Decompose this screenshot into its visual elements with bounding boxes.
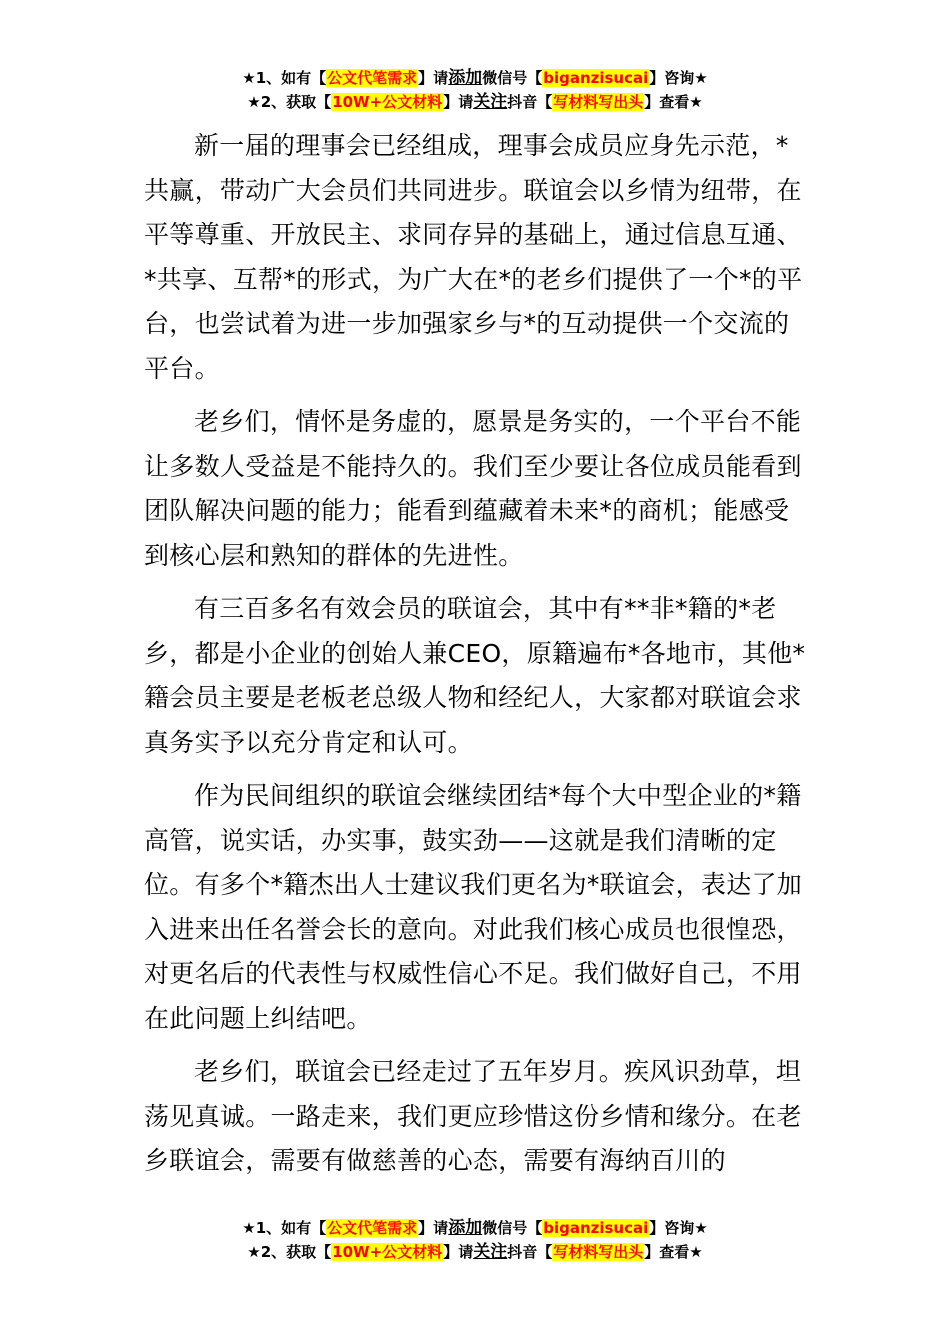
ad-line-1 [0, 1216, 950, 1240]
ad-text: ★2、获取【 [247, 1243, 332, 1261]
ad-text: ★2、获取【 [247, 93, 332, 111]
ad-text: 】查看★ [644, 93, 703, 111]
ad-emphasis: 添加 [448, 68, 483, 88]
ad-highlight: 10W+公文材料 [332, 1243, 443, 1261]
ad-highlight: biganzisucai [543, 1219, 649, 1237]
paragraph: 老乡们，联谊会已经走过了五年岁月。疾风识劲草，坦荡见真诚。一路走来，我们更应珍惜这份乡情和缘分。在老乡联谊会，需要有做慈善的心态，需要有海纳百川的 [144, 1057, 802, 1175]
ad-emphasis: 关注 [473, 1242, 508, 1262]
ad-highlight: biganzisucai [543, 69, 649, 87]
paragraph: 新一届的理事会已经组成，理事会成员应身先示范，*共赢，带动广大会员们共同进步。联谊会以乡情为纽带，在平等尊重、开放民主、求同存异的基础上，通过信息互通、*共享、互帮*的形式，为广大在*的老乡们提供了一个*的平台，也尝试着为进一步加强家乡与*的互动提供一个交流的平台。 [144, 131, 803, 383]
ad-text: 微信号【 [482, 69, 543, 87]
ad-text: ★1、如有【 [242, 1219, 327, 1237]
ad-text: 】查看★ [644, 1243, 703, 1261]
ad-highlight: 10W+公文材料 [332, 93, 443, 111]
top-ad-banner [0, 66, 950, 114]
ad-emphasis: 关注 [473, 92, 508, 112]
ad-highlight: 写材料写出头 [553, 1243, 644, 1261]
ad-text: 】请 [443, 1243, 474, 1261]
paragraph: 作为民间组织的联谊会继续团结*每个大中型企业的*籍高管，说实话，办实事，鼓实劲——这就是我们清晰的定位。有多个*籍杰出人士建议我们更名为*联谊会，表达了加入进来出任名誉会长的意向。对此我们核心成员也很惶恐，对更名后的代表性与权威性信心不足。我们做好自己，不用在此问题上纠结吧。 [144, 781, 803, 1033]
ad-text: ★1、如有【 [242, 69, 327, 87]
ad-line-2 [0, 90, 950, 114]
ad-emphasis: 添加 [448, 1218, 483, 1238]
ad-text: 微信号【 [482, 1219, 543, 1237]
ad-text: 】请 [443, 93, 474, 111]
ad-text: 】咨询★ [649, 69, 708, 87]
ad-text: 】请 [418, 1219, 449, 1237]
ad-text: 抖音【 [507, 93, 553, 111]
ad-highlight: 公文代笔需求 [327, 1219, 418, 1237]
ad-line-2 [0, 1240, 950, 1264]
ad-text: 抖音【 [507, 1243, 553, 1261]
bottom-ad-banner [0, 1216, 950, 1264]
ad-line-1 [0, 66, 950, 90]
ad-text: 】咨询★ [649, 1219, 708, 1237]
paragraph: 有三百多名有效会员的联谊会，其中有**非*籍的*老乡，都是小企业的创始人兼CEO，原籍遍布*各地市，其他*籍会员主要是老板老总级人物和经纪人，大家都对联谊会求真务实予以充分肯定和认可。 [144, 594, 806, 757]
ad-highlight: 写材料写出头 [553, 93, 644, 111]
ad-text: 】请 [418, 69, 449, 87]
document-body [144, 124, 806, 1184]
paragraph: 老乡们，情怀是务虚的，愿景是务实的，一个平台不能让多数人受益是不能持久的。我们至少要让各位成员能看到团队解决问题的能力；能看到蕴藏着未来*的商机；能感受到核心层和熟知的群体的先进性。 [144, 407, 802, 570]
ad-highlight: 公文代笔需求 [327, 69, 418, 87]
